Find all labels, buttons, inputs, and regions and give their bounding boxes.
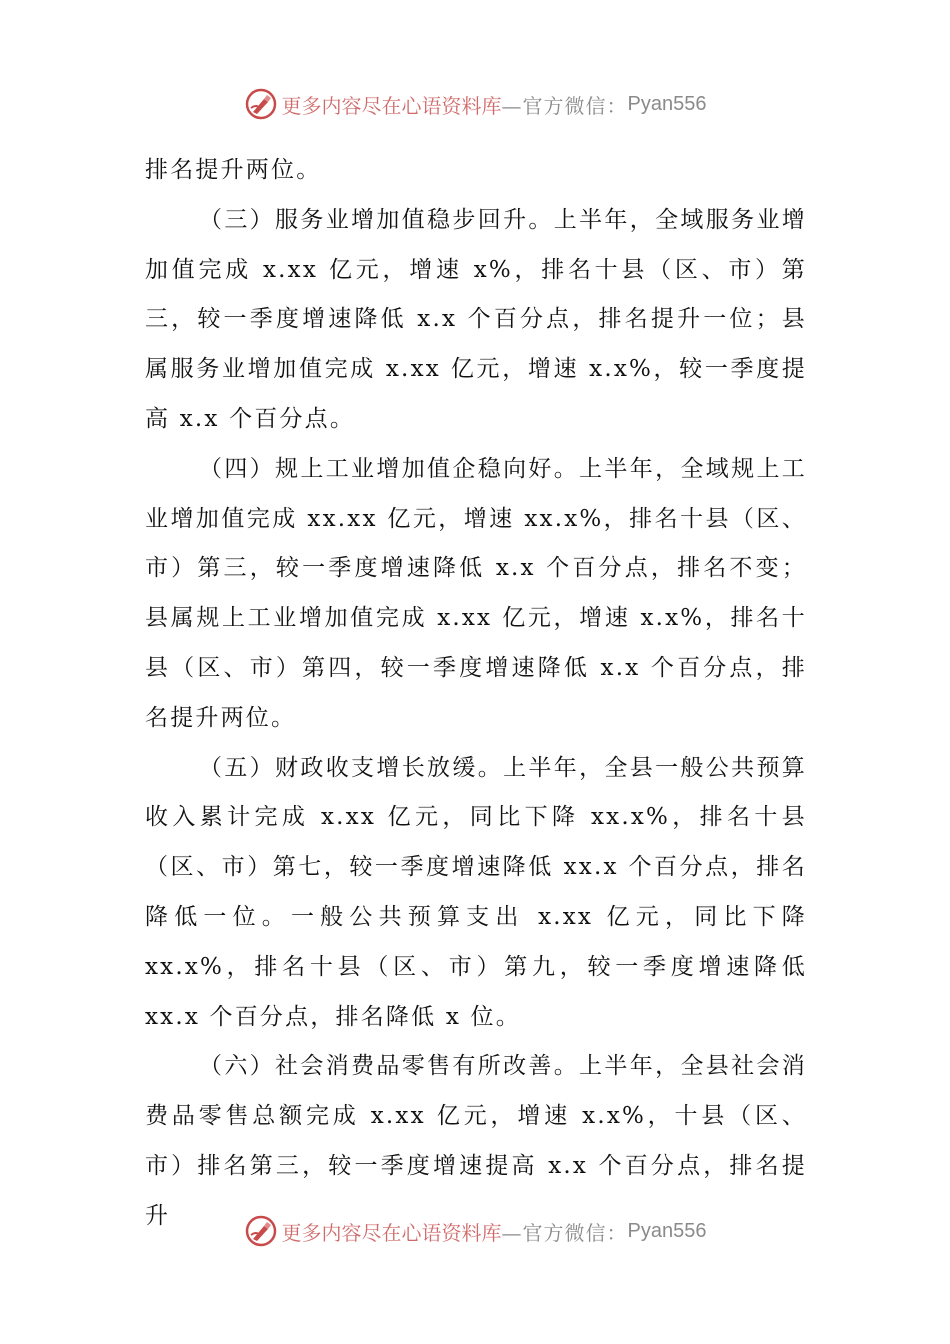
watermark-wechat-id: Pyan556 [627, 92, 707, 115]
document-body [145, 146, 807, 1242]
watermark-main-text: 更多内容尽在心语资料库 [281, 93, 502, 118]
paragraph-industry: （四）规上工业增加值企稳向好。上半年，全域规上工业增加值完成 xx.xx 亿元，增速 xx.x%，排名十县（区、市）第三，较一季度增速降低 x.x 个百分点，排名不变；县属规上工业增加值完成 x.xx 亿元，增速 x.x%，排名十县（区、市）第四，较一季度增速降低 x.x 个百分点，排名提升两位。 [145, 455, 807, 731]
watermark-wechat-id: Pyan556 [627, 1219, 707, 1242]
watermark-sub-text: —官方微信： [501, 1220, 628, 1245]
watermark-main-text: 更多内容尽在心语资料库 [281, 1220, 502, 1245]
header-watermark [0, 84, 950, 124]
paragraph-retail: （六）社会消费品零售有所改善。上半年，全县社会消费品零售总额完成 x.xx 亿元，增速 x.x%，十县（区、市）排名第三，较一季度增速提高 x.x 个百分点，排名提升 [145, 1053, 807, 1229]
pen-nib-icon [244, 87, 278, 121]
paragraph-services: （三）服务业增加值稳步回升。上半年，全域服务业增加值完成 x.xx 亿元，增速 x%，排名十县（区、市）第三，较一季度增速降低 x.x 个百分点，排名提升一位；县属服务业增加值完成 x.xx 亿元，增速 x.x%，较一季度提高 x.x 个百分点。 [145, 206, 807, 432]
paragraph-finance: （五）财政收支增长放缓。上半年，全县一般公共预算收入累计完成 x.xx 亿元，同比下降 xx.x%，排名十县（区、市）第七，较一季度增速降低 xx.x 个百分点，排名降低一位。一般公共预算支出 x.xx 亿元，同比下降 xx.x%，排名十县（区、市）第九，较一季度增速降低 xx.x 个百分点，排名降低 x 位。 [145, 754, 807, 1030]
paragraph-continuation: 排名提升两位。 [145, 157, 322, 183]
footer-watermark [0, 1211, 950, 1251]
watermark-sub-text: —官方微信： [501, 93, 628, 118]
pen-nib-icon [244, 1214, 278, 1248]
